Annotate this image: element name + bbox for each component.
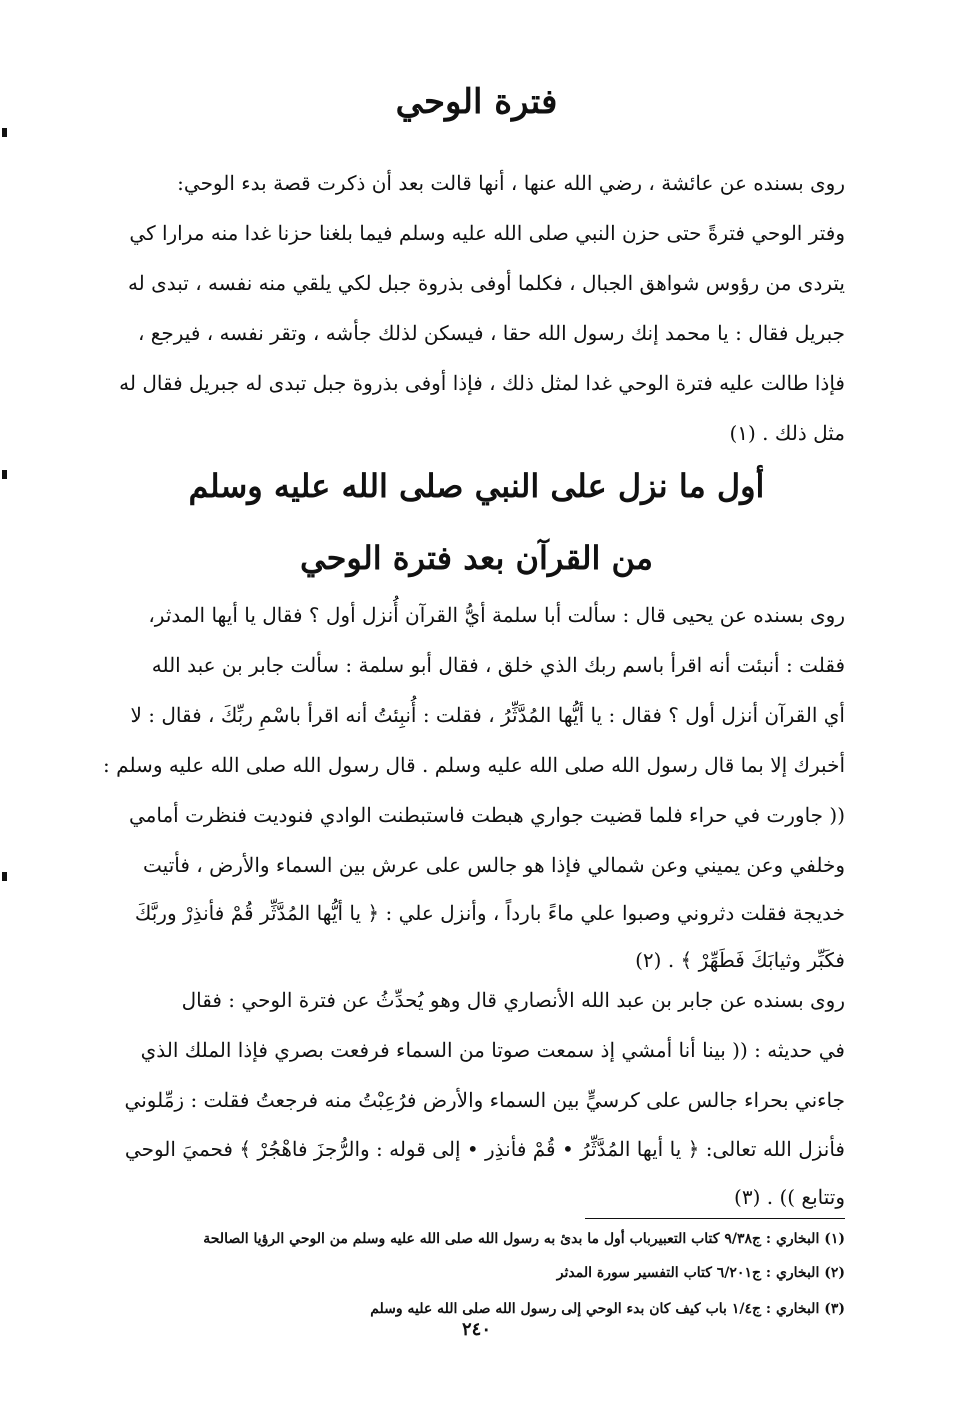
paragraph-line: أخبرك إلا بما قال رسول الله صلى الله عليه وسلم . قال رسول الله صلى الله عليه وسلم : [103,753,845,777]
paragraph-line: روى بسنده عن عائشة ، رضي الله عنها ، أنها قالت بعد أن ذكرت قصة بدء الوحي: [177,171,845,195]
paragraph-line: جبريل فقال : يا محمد إنك رسول الله حقا ، فيسكن لذلك جأشه ، وتقر نفسه ، فيرجع ، [137,321,845,345]
paragraph-line: وخلفي وعن يميني وعن شمالي فإذا هو جالس على عرش بين السماء والأرض ، فأتيت [143,853,845,877]
paragraph-line: روى بسنده عن يحيى قال : سألت أبا سلمة أيُّ القرآن أُنزل أول ؟ فقال يا أيها المدثر، [148,603,845,627]
paragraph-line: يتردى من رؤوس شواهق الجبال ، فكلما أوفى بذروة جبل لكي يلقي منه نفسه ، تبدى له [127,271,845,295]
page-number: ٢٤٠ [461,1319,491,1340]
page-title: فترة الوحي [395,82,558,122]
footnote: (٢) البخاري : ج٦/٢٠١ كتاب التفسير سورة المدثر [556,1265,845,1281]
paragraph-line: خديجة فقلت دثروني وصبوا علي ماءً بارداً ، وأنزل علي : ﴿ يا أيُّها المُدَّثِّر قُمْ فأنذِرْ وربَّكَ [134,901,845,925]
section-heading: من القرآن بعد فترة الوحي [299,539,654,577]
paragraph-line: فإذا طالت عليه فترة الوحي غدا لمثل ذلك ، فإذا أوفى بذروة جبل تبدى له جبريل فقال له [119,371,845,395]
footnote: (٣) البخاري : ج١/٤ باب كيف كان بدء الوحي إلى رسول الله صلى الله عليه وسلم [370,1301,845,1317]
section-heading: أول ما نزل على النبي صلى الله عليه وسلم [188,467,765,505]
footnote-divider [585,1218,845,1219]
paragraph-line: فقلت : أنبئت أنه اقرأ باسم ربك الذي خلق ، فقال أبو سلمة : سألت جابر بن عبد الله [151,653,845,677]
paragraph-line: جاءني بحراء جالس على كرسيٍّ بين السماء والأرض فرُعِبْتُ منه فرجعتُ فقلت : زمِّلوني [124,1088,845,1112]
footnote: (١) البخاري : ج٩/٣٨ كتاب التعبيرباب أول ما بدئ به رسول الله صلى الله عليه وسلم من الوحي الرؤيا الصالحة [203,1231,845,1247]
paragraph-line: فكَبِّر وثيابَكَ فَطَهِّرْ ﴾ . (٢) [635,948,845,972]
paragraph-line: فأنزل الله تعالى: ﴿ يا أيها المُدَّثِّرُ • قُمْ فأنذِر • إلى قوله : والرُّجزَ فاهْجُرْ ﴾ فحميَ الوحي [124,1137,845,1161]
paragraph-line: أي القرآن أنزل أول ؟ فقال : يا أيُّها المُدَّثِّرُ ، فقلت : أُنبِئتُ أنه اقرأ باسْمِ ربِّكَ ، فقال : لا [130,703,845,727]
margin-mark [2,128,7,137]
paragraph-line: مثل ذلك . (١) [729,421,845,445]
margin-mark [2,872,7,881]
paragraph-line: في حديثه : (( بينا أنا أمشي إذ سمعت صوتا من السماء فرفعت بصري فإذا الملك الذي [140,1038,845,1062]
paragraph-line: وفتر الوحي فترةً حتى حزن النبي صلى الله عليه وسلم فيما بلغنا حزنا غدا منه مرارا كي [129,221,845,245]
paragraph-line: روى بسنده عن جابر بن عبد الله الأنصاري قال وهو يُحدِّثُ عن فترة الوحي : فقال [181,988,845,1012]
paragraph-line: وتتابع )) . (٣) [734,1185,845,1209]
paragraph-line: (( جاورت في حراء فلما قضيت جواري هبطت فاستبطنت الوادي فنوديت فنظرت أمامي [128,803,845,827]
